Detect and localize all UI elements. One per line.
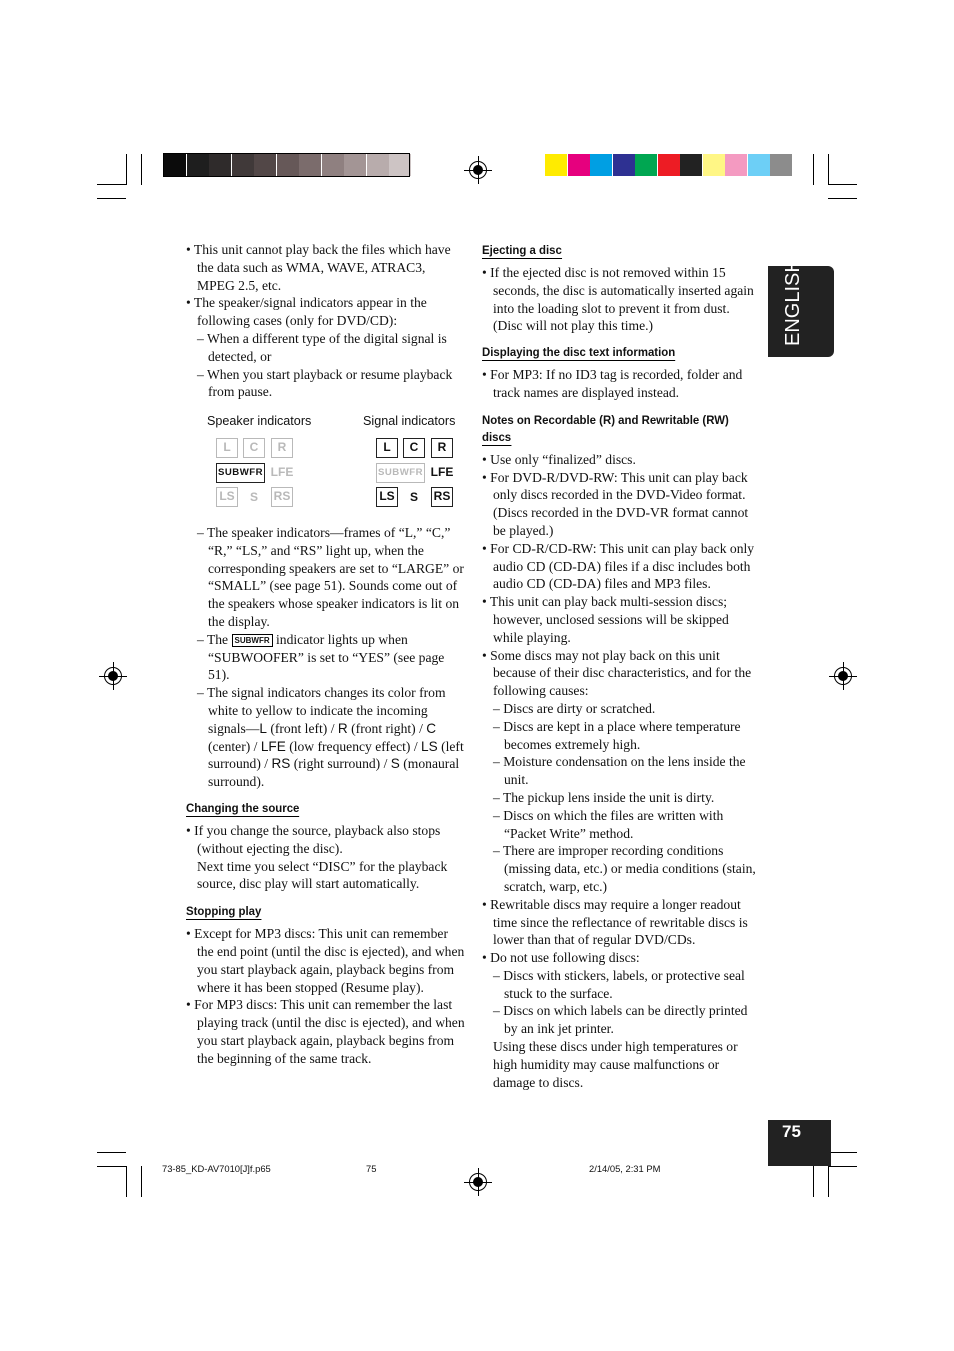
crop-mark [813, 154, 814, 185]
calibration-swatch [703, 154, 725, 176]
crop-mark [828, 1166, 829, 1197]
bullet: • This unit can play back multi-session discs; however, unclosed sessions will be skipped while playing. [482, 594, 729, 645]
calibration-swatch [568, 154, 590, 176]
notes-rw-heading: Notes on Recordable (R) and Rewritable (RW) [482, 412, 729, 427]
speaker-indicator-lfe: LFE [270, 465, 294, 479]
bullet: • Except for MP3 discs: This unit can remember the end point (until the disc is ejected), and when you start playback again, playback begins from where it has been stopped (Resume play). [186, 926, 465, 995]
crop-mark [813, 1166, 814, 1197]
bullet: • Some discs may not play back on this unit because of their disc characteristics, and for the following causes: [482, 647, 752, 699]
calibration-swatch [725, 154, 747, 176]
crop-mark [828, 198, 857, 199]
dash-item: – When you start playback or resume playback from pause. [197, 366, 453, 400]
calibration-swatch [590, 154, 612, 176]
dash-item: – Moisture condensation on the lens inside the unit. [493, 754, 746, 788]
dash-item: – Discs are kept in a place where temperature becomes extremely high. [493, 718, 741, 752]
language-tab [768, 258, 834, 357]
subwfr-inline-indicator: SUBWFR [232, 634, 273, 647]
crop-mark [126, 154, 127, 185]
dash-item: – Discs with stickers, labels, or protective seal stuck to the surface. [493, 967, 745, 1001]
registration-mark-icon [104, 667, 122, 685]
footer-filename: 73-85_KD-AV7010[J]f.p65 [162, 1163, 271, 1174]
calibration-swatch [770, 154, 792, 176]
speaker-indicator-r: R [271, 438, 293, 458]
speaker-indicator-rs: RS [271, 487, 293, 507]
left-column-continued [186, 524, 466, 1068]
bullet: • If the ejected disc is not removed within 15 seconds, the disc is automatically inserted again into the loading slot to prevent it from dust. (Disc will not play this time.) [482, 265, 754, 334]
signal-indicator-lfe: LFE [430, 465, 454, 479]
signal-indicator-c: C [403, 438, 425, 458]
speaker-indicator-l: L [216, 438, 238, 458]
dash-item: – Discs are dirty or scratched. [493, 700, 656, 716]
page-number: 75 [782, 1122, 801, 1141]
bullet: • For DVD-R/DVD-RW: This unit can play back only discs recorded in the DVD-Video format. (Discs recorded in the DVD-VR format cannot be played.) [482, 469, 749, 538]
speaker-indicators-label: Speaker indicators [207, 414, 312, 428]
crop-mark [97, 198, 126, 199]
crop-mark [141, 154, 142, 185]
footer-date: 2/14/05, 2:31 PM [589, 1163, 661, 1174]
crop-mark [828, 154, 829, 185]
bullet: • Rewritable discs may require a longer readout time since the reflectance of rewritable discs is lower than that of regular DVD/CDs. [482, 896, 748, 948]
speaker-indicator-ls: LS [216, 487, 238, 507]
registration-mark-icon [469, 161, 487, 179]
dash-item: – Discs on which labels can be directly printed by an ink jet printer. [493, 1003, 748, 1037]
signal-indicator-s: S [409, 490, 418, 504]
crop-mark [97, 1152, 126, 1153]
footer-page: 75 [366, 1163, 377, 1174]
ejecting-heading: Ejecting a disc [482, 243, 562, 257]
notes-rw-heading-cont: discs [482, 429, 512, 444]
calibration-swatch [613, 154, 635, 176]
bullet: • Do not use following discs: [482, 950, 640, 966]
calibration-swatch [680, 154, 702, 176]
dash-item: – The SUBWFR indicator lights up when “SUBWOOFER” is set to “YES” (see page 51). [197, 631, 445, 683]
calibration-swatch [748, 154, 770, 176]
left-column [186, 241, 466, 401]
signal-indicator-ls: LS [376, 487, 398, 507]
signal-indicators-label: Signal indicators [363, 414, 456, 428]
crop-mark [97, 1166, 126, 1167]
signal-indicator-l: L [376, 438, 398, 458]
paragraph: Next time you select “DISC” for the playback source, disc play will start automatically. [197, 858, 448, 892]
bullet: • For CD-R/CD-RW: This unit can play back only audio CD (CD-DA) files if a disc includes both audio CD (CD-DA) files and MP3 files. [482, 540, 755, 592]
crop-mark [126, 1166, 127, 1197]
dash-item: – The speaker indicators—frames of “L,” “C,” “R,” “LS,” and “RS” light up, when the corresponding speakers are set to “LARGE” or “SMALL” (see page 51). Sounds come out of the speakers whose speaker indicators is lit on the display. [197, 525, 464, 629]
bullet: • This unit cannot play back the files which have the data such as WMA, WAVE, ATRAC3, MPEG 2.5, etc. [186, 242, 451, 293]
bullet: • For MP3: If no ID3 tag is recorded, folder and track names are displayed instead. [482, 367, 743, 400]
calibration-swatch [635, 154, 657, 176]
bullet: • The speaker/signal indicators appear in the following cases (only for DVD/CD): [186, 295, 427, 329]
dash-item: – Discs on which the files are written with “Packet Write” method. [493, 807, 724, 841]
speaker-indicator-subwfr: SUBWFR [216, 463, 265, 483]
registration-mark-icon [834, 667, 852, 685]
signal-indicator-subwfr: SUBWFR [376, 463, 425, 483]
calibration-swatch [658, 154, 680, 176]
registration-mark-icon [469, 1173, 487, 1191]
bullet: • Use only “finalized” discs. [482, 451, 636, 467]
signal-indicator-r: R [431, 438, 453, 458]
calibration-swatch [545, 154, 567, 176]
signal-indicator-rs: RS [431, 487, 453, 507]
bullet: • For MP3 discs: This unit can remember the last playing track (until the disc is ejected), and when you start playback again, playback begins from the beginning of the same track. [186, 997, 465, 1066]
dash-item: – The signal indicators changes its color from white to yellow to indicate the incoming signals—L (front left) / R (front right) / C (center) / LFE (low frequency effect) / LS (left surround) / RS (right surround) / S (monaural surround). [197, 685, 464, 790]
dash-item: – There are improper recording conditions (missing data, etc.) or media conditions (stain, scratch, warp, etc.) [493, 843, 756, 894]
crop-mark [828, 184, 857, 185]
dash-item: – The pickup lens inside the unit is dirty. [493, 789, 715, 805]
right-column [482, 241, 762, 1091]
disc-text-heading: Displaying the disc text information [482, 345, 676, 360]
changing-source-heading: Changing the source [186, 800, 300, 815]
crop-mark [828, 1166, 857, 1167]
crop-mark [141, 1166, 142, 1197]
speaker-indicator-c: C [243, 438, 265, 458]
page-number-box [768, 1120, 831, 1166]
crop-mark [97, 184, 126, 185]
stopping-play-heading: Stopping play [186, 904, 262, 919]
speaker-indicator-s: S [249, 490, 258, 504]
bullet: • If you change the source, playback also stops (without ejecting the disc). [186, 822, 441, 856]
grayscale-bar-outline [163, 153, 410, 177]
dash-item: – When a different type of the digital signal is detected, or [197, 330, 447, 364]
paragraph: Using these discs under high temperatures or high humidity may cause malfunctions or damage to discs. [493, 1039, 738, 1090]
crop-mark [828, 1152, 857, 1153]
language-tab-label: ENGLISH [782, 258, 804, 346]
calibration-swatch [412, 154, 434, 176]
